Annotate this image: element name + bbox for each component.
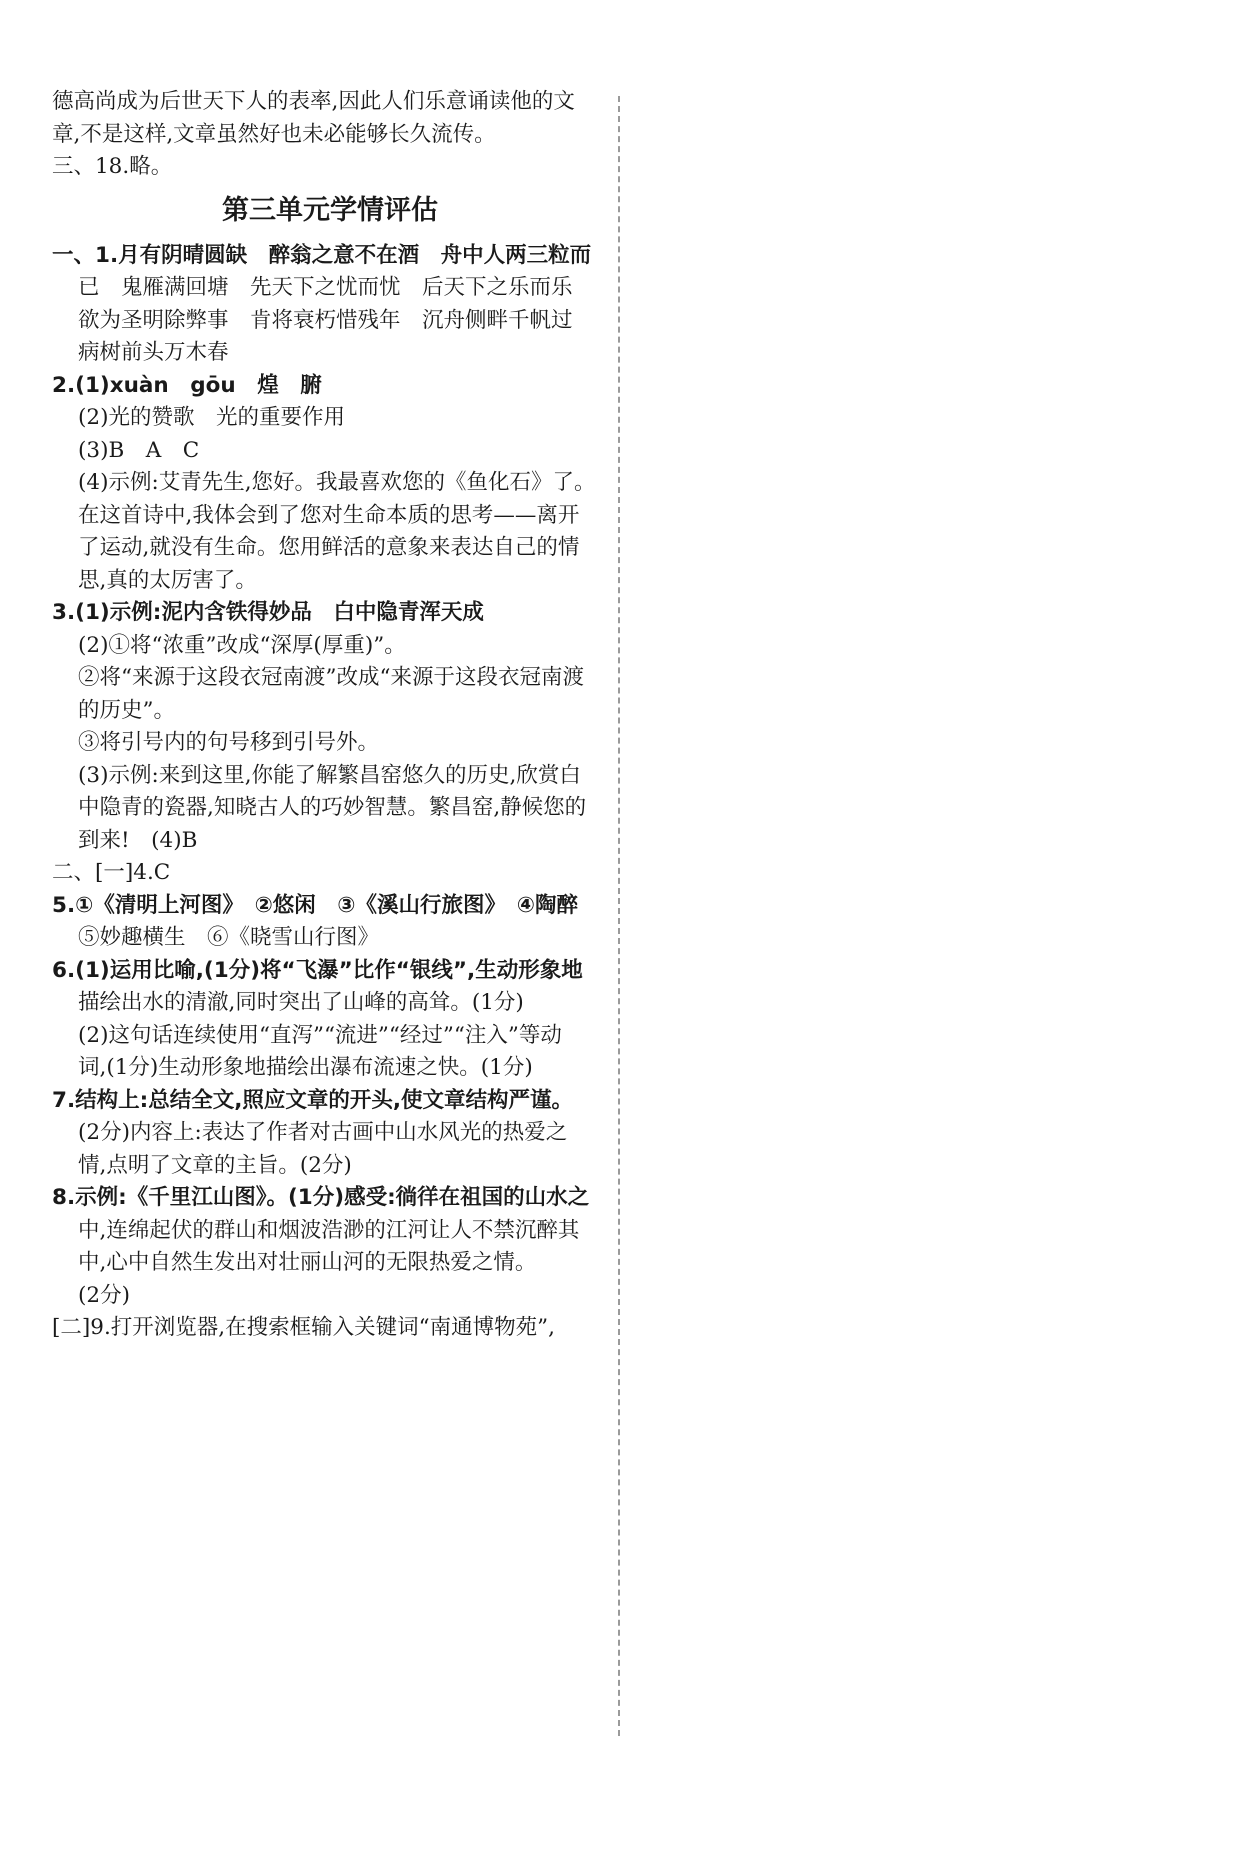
answer-line: ③将引号内的句号移到引号外。 <box>78 730 380 755</box>
answer-line: 一、1.月有阴晴圆缺 醉翁之意不在酒 舟中人两三粒而 <box>52 242 592 268</box>
answer-line: 7.结构上:总结全文,照应文章的开头,使文章结构严谨。 <box>52 1087 574 1113</box>
answer-line: [二]9.打开浏览器,在搜索框输入关键词“南通博物苑”, <box>52 1315 555 1340</box>
answer-line: 三、18.略。 <box>52 154 173 179</box>
answer-line: 8.示例:《千里江山图》。(1分)感受:徜徉在祖国的山水之 <box>52 1185 590 1210</box>
answer-line: 的历史”。 <box>78 697 175 723</box>
answer-line: 二、[一]4.C <box>52 860 171 885</box>
answer-line: 3.(1)示例:泥内含铁得妙品 白中隐青浑天成 <box>52 600 484 625</box>
answer-line: (2分) <box>78 1282 130 1308</box>
answer-line: 中,心中自然生发出对壮丽山河的无限热爱之情。 <box>78 1250 537 1275</box>
answer-line: ②将“来源于这段衣冠南渡”改成“来源于这段衣冠南渡 <box>78 665 584 690</box>
answer-line: 6.(1)运用比喻,(1分)将“飞瀑”比作“银线”,生动形象地 <box>52 957 583 983</box>
answer-line: ⑤妙趣横生 ⑥《晓雪山行图》 <box>78 925 380 950</box>
answer-line: 已 鬼雁满回塘 先天下之忧而忧 后天下之乐而乐 <box>78 275 573 300</box>
section-heading: 第三单元学情评估 <box>222 194 438 226</box>
answer-line: (3)B A C <box>78 437 200 463</box>
answer-line: (2)①将“浓重”改成“深厚(厚重)”。 <box>78 632 406 658</box>
answer-line: 2.(1)xuàn gōu 煌 腑 <box>52 372 322 398</box>
answer-line: (4)示例:艾青先生,您好。我最喜欢您的《鱼化石》了。 <box>78 470 596 495</box>
answer-line: 思,真的太厉害了。 <box>78 567 257 593</box>
answer-line: (3)示例:来到这里,你能了解繁昌窑悠久的历史,欣赏白 <box>78 762 581 788</box>
answer-line: 中,连绵起伏的群山和烟波浩渺的江河让人不禁沉醉其 <box>78 1217 580 1243</box>
answer-line: 中隐青的瓷器,知晓古人的巧妙智慧。繁昌窑,静候您的 <box>78 795 587 820</box>
column-divider <box>618 96 620 1736</box>
answer-line: 5.①《清明上河图》 ②悠闲 ③《溪山行旅图》 ④陶醉 <box>52 892 578 918</box>
answer-line: 词,(1分)生动形象地描绘出瀑布流速之快。(1分) <box>78 1055 533 1080</box>
answer-line: 德高尚成为后世天下人的表率,因此人们乐意诵读他的文 <box>52 89 575 114</box>
answer-line: 到来! (4)B <box>78 827 198 853</box>
answer-line: 了运动,就没有生命。您用鲜活的意象来表达自己的情 <box>78 535 580 560</box>
answer-line: (2)这句话连续使用“直泻”“流进”“经过”“注入”等动 <box>78 1022 562 1048</box>
answer-line: (2分)内容上:表达了作者对古画中山水风光的热爱之 <box>78 1120 568 1145</box>
answer-line: 情,点明了文章的主旨。(2分) <box>78 1152 352 1178</box>
answer-column-left <box>52 86 608 1345</box>
answer-line: 在这首诗中,我体会到了您对生命本质的思考——离开 <box>78 502 580 528</box>
answer-line: 病树前头万木春 <box>78 340 229 365</box>
answer-line: 欲为圣明除弊事 肯将衰朽惜残年 沉舟侧畔千帆过 <box>78 307 573 333</box>
answer-line: 章,不是这样,文章虽然好也未必能够长久流传。 <box>52 121 496 147</box>
answer-line: 描绘出水的清澈,同时突出了山峰的高耸。(1分) <box>78 990 524 1015</box>
answer-line: (2)光的赞歌 光的重要作用 <box>78 405 345 430</box>
